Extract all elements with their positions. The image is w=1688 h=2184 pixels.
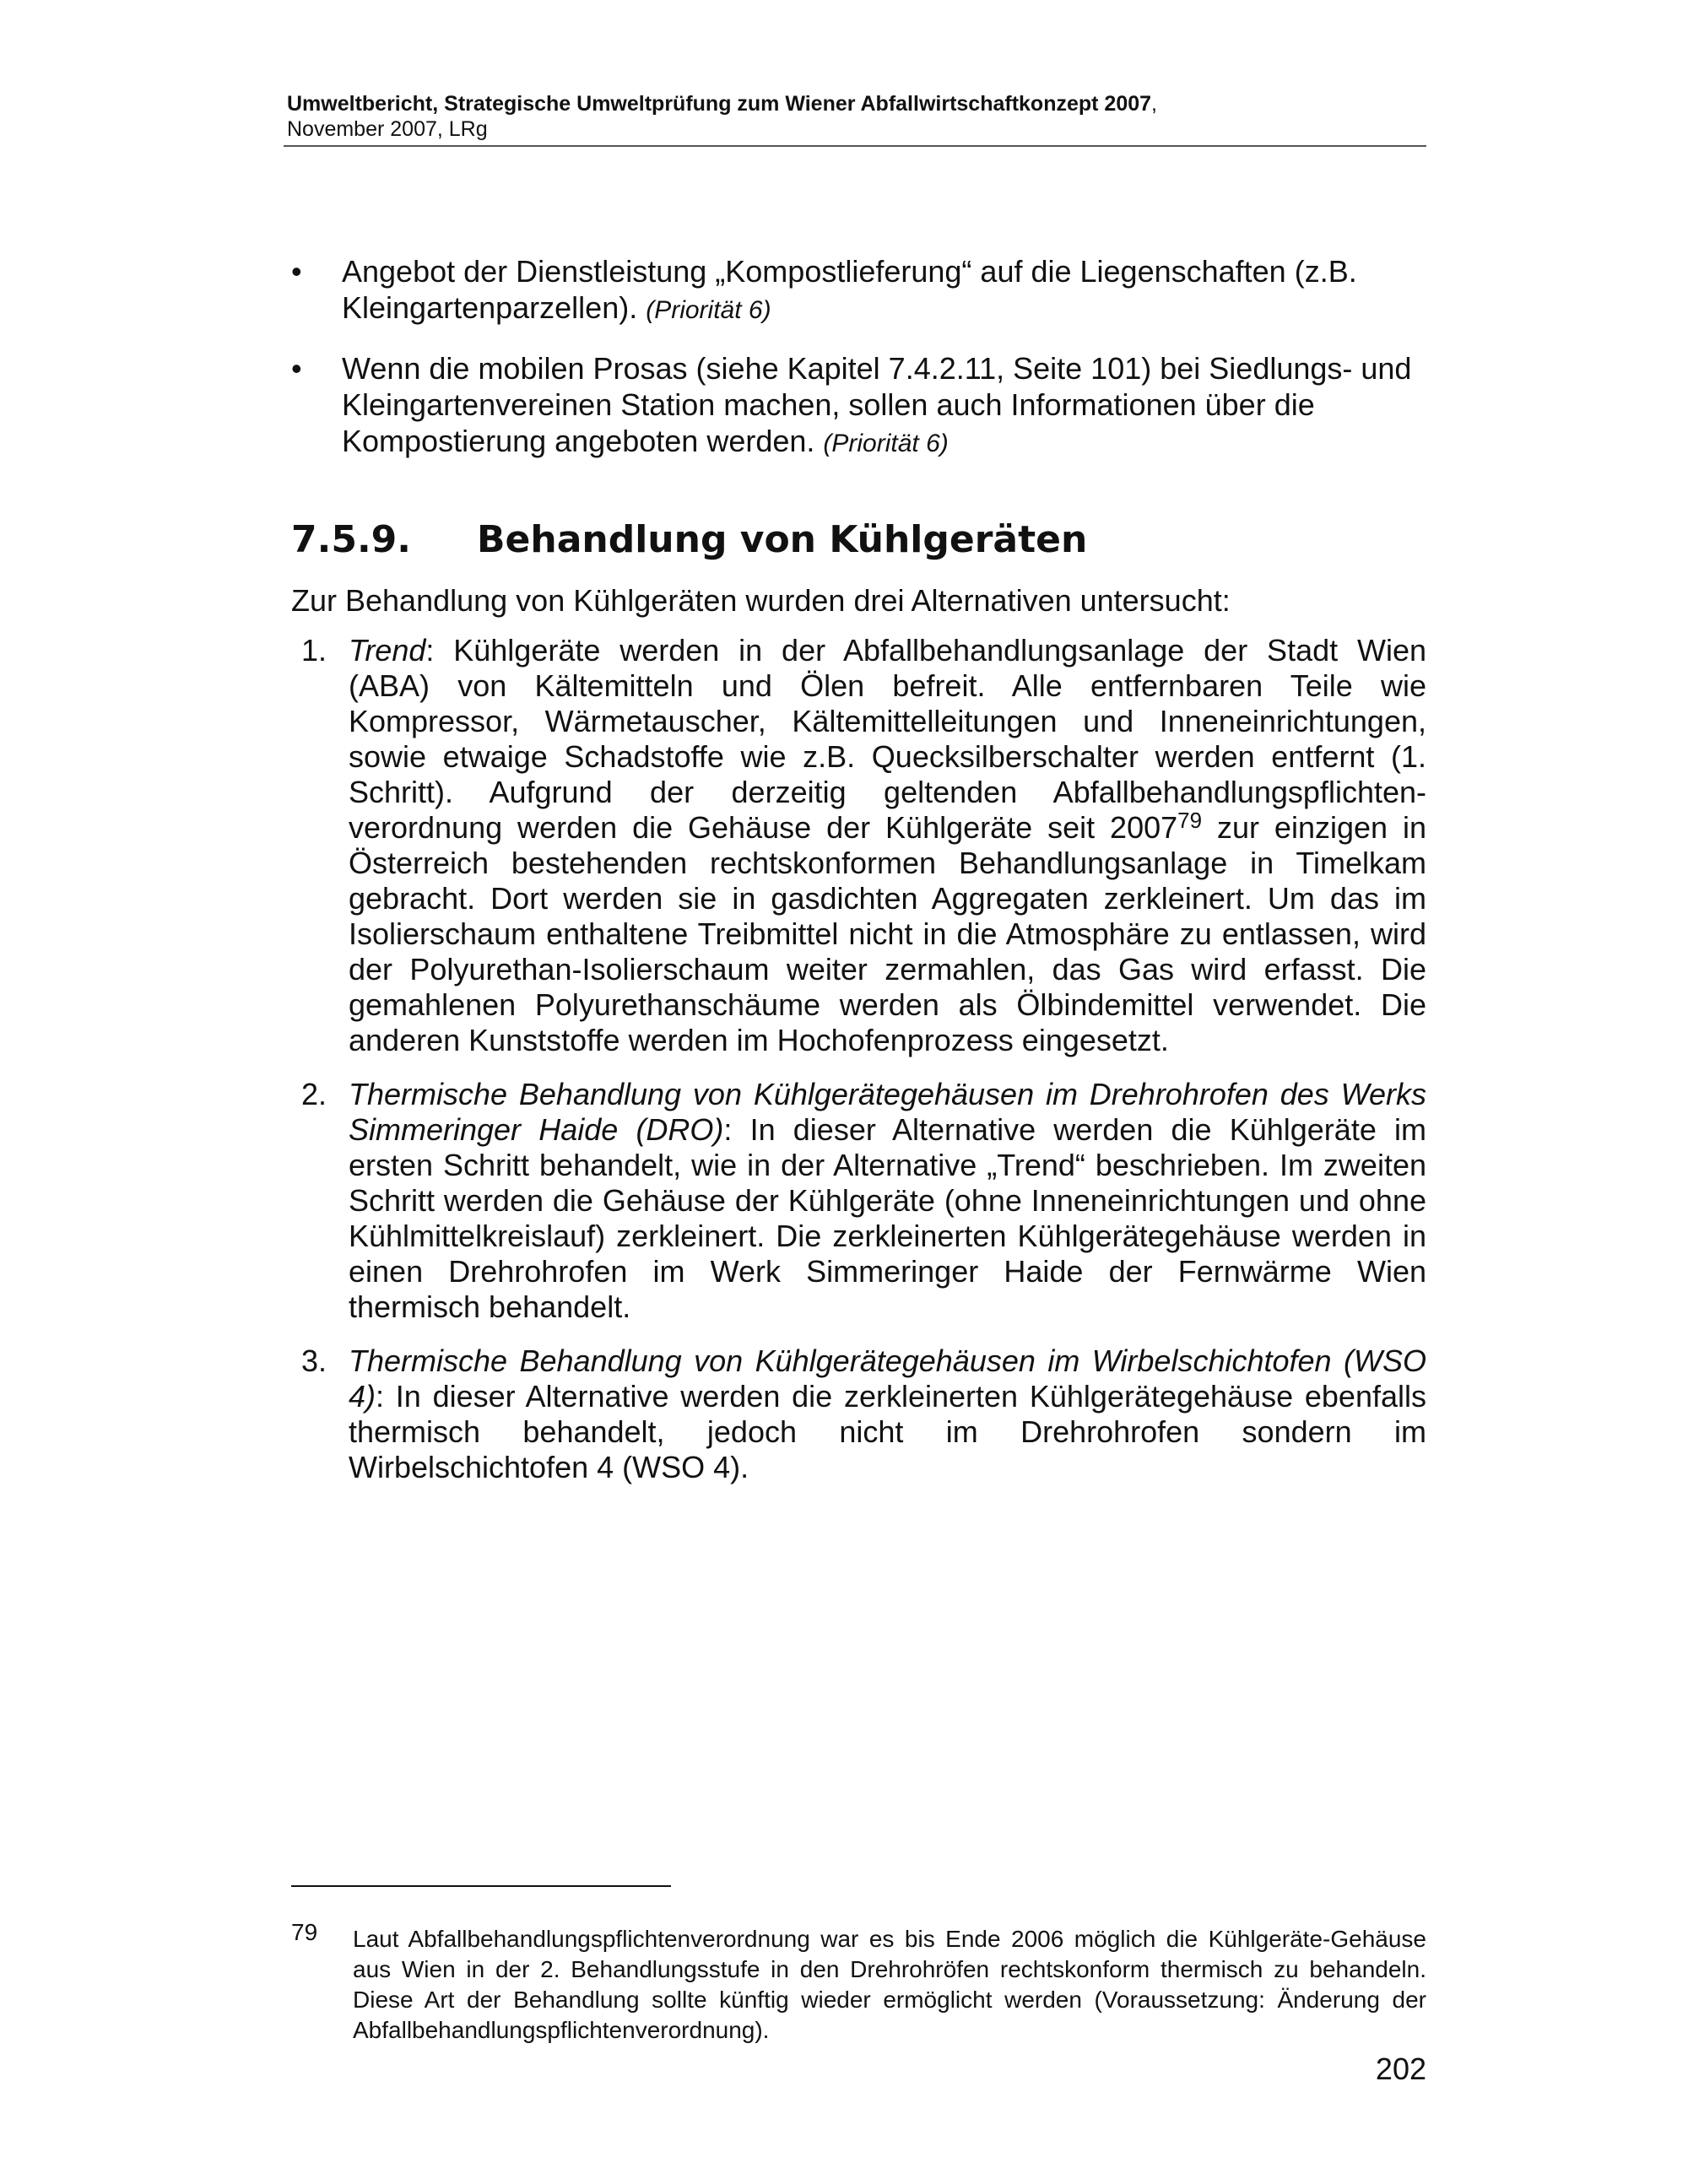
section-title: Behandlung von Kühlgeräten [477, 518, 1088, 561]
header-title: Umweltbericht, Strategische Umweltprüfung zum Wiener Abfallwirtschaftkonzept 2007 [287, 92, 1152, 116]
page-number: 202 [1375, 2052, 1426, 2086]
bullet-item [291, 350, 1426, 462]
bullet-icon: • [291, 351, 302, 386]
alternative-item [291, 633, 1426, 1058]
alternative-number: 3. [301, 1343, 327, 1378]
bullet-text: Wenn die mobilen Prosas (siehe Kapitel 7.4.2.11, Seite 101) bei Siedlungs- und Kleingartenvereinen Station machen, sollen auch Informationen über die Kompostierung angeboten werden. [342, 351, 1412, 458]
bullet-item [291, 253, 1426, 328]
alternative-number: 2. [301, 1077, 327, 1111]
footnote-number: 79 [291, 1919, 318, 1945]
footnote-reference: 79 [1177, 808, 1203, 833]
alternative-item [291, 1343, 1426, 1485]
alternative-text: : In dieser Alternative werden die Kühlgeräte im ersten Schritt behandelt, wie in der Alternative „Trend“ beschrieben. Im zweiten Schritt werden die Gehäuse der Kühlgeräte (ohne Inneneinrichtungen und ohne Kühlmittelkreislauf) zerkleinert. Die zerkleinerten Kühlgerätegehäuse werden in einen Drehrohrofen im Werk Simmeringer Haide der Fernwärme Wien thermisch behandelt. [349, 1112, 1426, 1324]
section-intro: Zur Behandlung von Kühlgeräten wurden drei Alternativen untersucht: [291, 583, 1231, 618]
header-title-line [287, 91, 1426, 116]
alternatives-list [291, 633, 1426, 1504]
alternative-text-continued: zur einzigen in Österreich bestehenden rechtskonformen Behandlungsanlage in Timelkam gebracht. Dort werden sie in gasdichten Aggregaten zerkleinert. Um das im Isolierschaum enthaltene Treibmittel nicht in die Atmosphäre zu entlassen, wird der Polyurethan-Isolierschaum weiter zermahlen, das Gas wird erfasst. Die gemahlenen Polyurethanschäume werden als Ölbindemittel verwendet. Die anderen Kunststoffe werden im Hochofenprozess eingesetzt. [349, 810, 1426, 1057]
footnote-separator [291, 1885, 671, 1887]
alternative-item [291, 1077, 1426, 1325]
section-heading [291, 516, 1426, 564]
alternative-title: Thermische Behandlung von Kühlgerätegehäusen im Drehrohrofen des Werks Simmeringer Haide (DRO) [349, 1077, 1426, 1147]
bullet-priority: (Priorität 6) [646, 296, 771, 324]
bullet-icon: • [291, 254, 302, 289]
alternative-text: : In dieser Alternative werden die zerkleinerten Kühlgerätegehäuse ebenfalls thermisch behandelt, jedoch nicht im Drehrohrofen sondern im Wirbelschichtofen 4 (WSO 4). [349, 1379, 1426, 1484]
alternative-text: : Kühlgeräte werden in der Abfallbehandlungsanlage der Stadt Wien (ABA) von Kältemitteln und Ölen befreit. Alle entfernbaren Teile wie Kompressor, Wärmetauscher, Kältemittelleitungen und Inneneinrichtungen, sowie etwaige Schadstoffe wie z.B. Quecksilberschalter werden entfernt (1. Schritt). Aufgrund der derzeitig geltenden Abfallbehandlungspflichten-verordnung werden die Gehäuse der Kühlgeräte seit 2007 [349, 633, 1426, 845]
bullet-priority: (Priorität 6) [823, 430, 949, 457]
header-title-suffix: , [1151, 92, 1157, 116]
page-header [287, 91, 1426, 142]
bullet-text: Angebot der Dienstleistung „Kompostlieferung“ auf die Liegenschaften (z.B. Kleingartenparzellen). [342, 254, 1357, 325]
header-subtitle: November 2007, LRg [287, 117, 488, 141]
footnote-text: Laut Abfallbehandlungspflichtenverordnung war es bis Ende 2006 möglich die Kühlgeräte-Gehäuse aus Wien in der 2. Behandlungsstufe in den Drehrohröfen rechtskonform thermisch zu behandeln. Diese Art der Behandlung sollte künftig wieder ermöglicht werden (Voraussetzung: Änderung der Abfallbehandlungspflichtenverordnung). [353, 1926, 1426, 2043]
bullet-list [291, 253, 1426, 484]
header-divider [284, 145, 1426, 147]
alternative-number: 1. [301, 633, 327, 668]
footnote [291, 1919, 1426, 2046]
alternative-title: Trend [349, 633, 426, 668]
section-number: 7.5.9. [291, 518, 411, 561]
alternative-title: Thermische Behandlung von Kühlgerätegehäusen im Wirbelschichtofen (WSO 4) [349, 1343, 1426, 1414]
